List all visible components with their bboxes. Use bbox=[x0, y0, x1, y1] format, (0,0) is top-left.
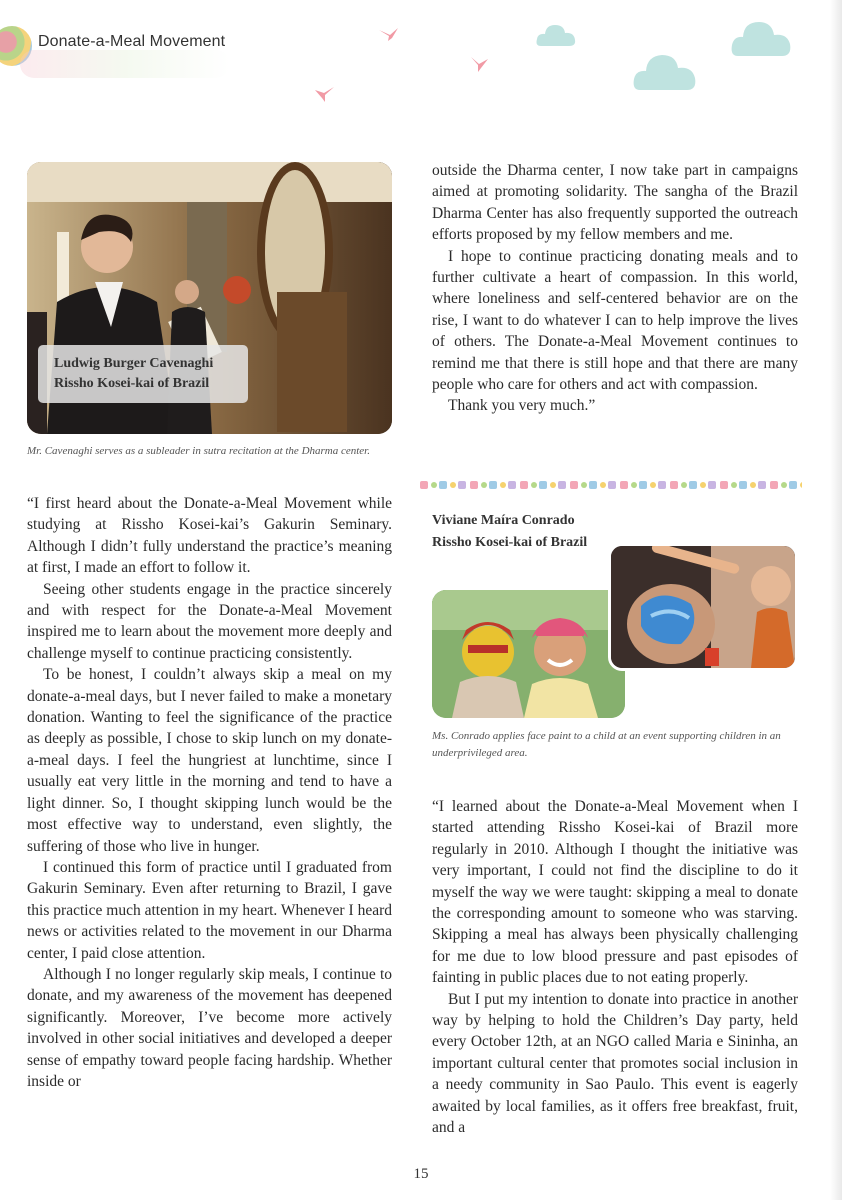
cloud-icon bbox=[632, 46, 698, 92]
paragraph: But I put my intention to donate into practice in another way by helping to hold the Children’s Day party, held every October 12th, at an NGO called Maria e Sininha, an important cultural center that promotes social inclusion in a needy community in Sao Paulo. This event is eagerly awaited by local families, as it offers free breakfast, fruit, and a bbox=[432, 990, 798, 1137]
paragraph: Seeing other students engage in the practice sincerely and with respect for the Donate-a-Meal Movement inspired me to learn about the movement more deeply and challenge myself to continue practicing consistently. bbox=[27, 580, 392, 662]
paragraph: I hope to continue practicing donating meals and to further cultivate a heart of compassion. In this world, where loneliness and self-centered behavior are on the rise, I want to do whatever I can to help improve the lives of others. The Donate-a-Meal Movement continues to remind me that there is still hope and that there are many people who care for others and act with compassion. bbox=[432, 247, 798, 394]
photo-face-painting bbox=[608, 543, 798, 671]
author-block bbox=[432, 510, 587, 554]
cloud-icon bbox=[535, 20, 577, 48]
photo-caption: Ms. Conrado applies face paint to a child at an event supporting children in an underprivileged area. bbox=[432, 730, 781, 759]
photo-face-paint-selfie bbox=[432, 590, 625, 718]
photo-illustration bbox=[432, 590, 625, 718]
bird-icon bbox=[470, 55, 490, 73]
page-header bbox=[0, 0, 842, 110]
subject-organization: Rissho Kosei-kai of Brazil bbox=[54, 376, 210, 391]
paragraph: “I first heard about the Donate-a-Meal Movement while studying at Rissho Kosei-kai’s Gakurin Seminary. Although I didn’t fully understand the practice’s meaning at first, I made an effort to follow it. bbox=[27, 495, 392, 577]
header-watercolor-wash bbox=[20, 50, 230, 78]
author-organization: Rissho Kosei-kai of Brazil bbox=[432, 535, 588, 550]
author-name: Viviane Maíra Conrado bbox=[432, 513, 575, 528]
bird-icon bbox=[378, 26, 400, 42]
section-title: Donate-a-Meal Movement bbox=[38, 33, 226, 50]
photo-caption: Mr. Cavenaghi serves as a subleader in sutra recitation at the Dharma center. bbox=[27, 445, 370, 457]
right-column-text-top bbox=[432, 160, 798, 417]
paragraph: To be honest, I couldn’t always skip a meal on my donate-a-meal days, but I never failed to make a monetary donation. Wanting to feel the significance of the practice as deeply as possible, I chose to skip lunch on my donate-a-meal days. I feel the hungriest at lunchtime, since I usually eat very little in the morning and tend to have a light dinner. So, I thought skipping lunch would be the most effective way to understand, even slightly, the suffering of those who live in hunger. bbox=[27, 666, 392, 855]
paragraph: Although I no longer regularly skip meals, I continue to donate, and my awareness of the movement has deepened significantly. Moreover, I’ve become more actively involved in other social initiatives and developed a deeper sense of empathy toward people facing hardship. Whether inside or bbox=[27, 965, 392, 1090]
paragraph: I continued this form of practice until I graduated from Gakurin Seminary. Even after returning to Brazil, I gave this practice much attention in my heart. Whenever I heard news or activities related to the movement in our Dharma center, I paid close attention. bbox=[27, 858, 392, 962]
right-column-text-bottom bbox=[432, 796, 798, 1139]
decorative-divider bbox=[420, 478, 802, 492]
photo-caption-box bbox=[38, 345, 248, 403]
page-number: 15 bbox=[413, 1166, 429, 1182]
subject-name: Ludwig Burger Cavenaghi bbox=[54, 356, 214, 371]
bird-icon bbox=[313, 85, 335, 103]
paragraph: “I learned about the Donate-a-Meal Movement when I started attending Rissho Kosei-kai of Brazil more regularly in 2010. Although I thought the initiative was very important, I could not find the discipline to do it myself the way we were taught: skipping a meal to donate the corresponding amount to someone who was starving. Skipping a meal has always been physically challenging for me due to low blood pressure and past episodes of fainting in public places due to not eating properly. bbox=[432, 798, 798, 987]
paragraph: outside the Dharma center, I now take part in campaigns aimed at promoting solidarity. The sangha of the Brazil Dharma Center has also frequently supported the outreach efforts proposed by my fellow members and me. bbox=[432, 162, 798, 244]
paragraph: Thank you very much.” bbox=[448, 397, 596, 415]
photo-illustration bbox=[611, 546, 795, 668]
page-edge-shadow bbox=[830, 0, 842, 1200]
cloud-icon bbox=[730, 14, 792, 58]
left-column-text bbox=[27, 493, 392, 1092]
